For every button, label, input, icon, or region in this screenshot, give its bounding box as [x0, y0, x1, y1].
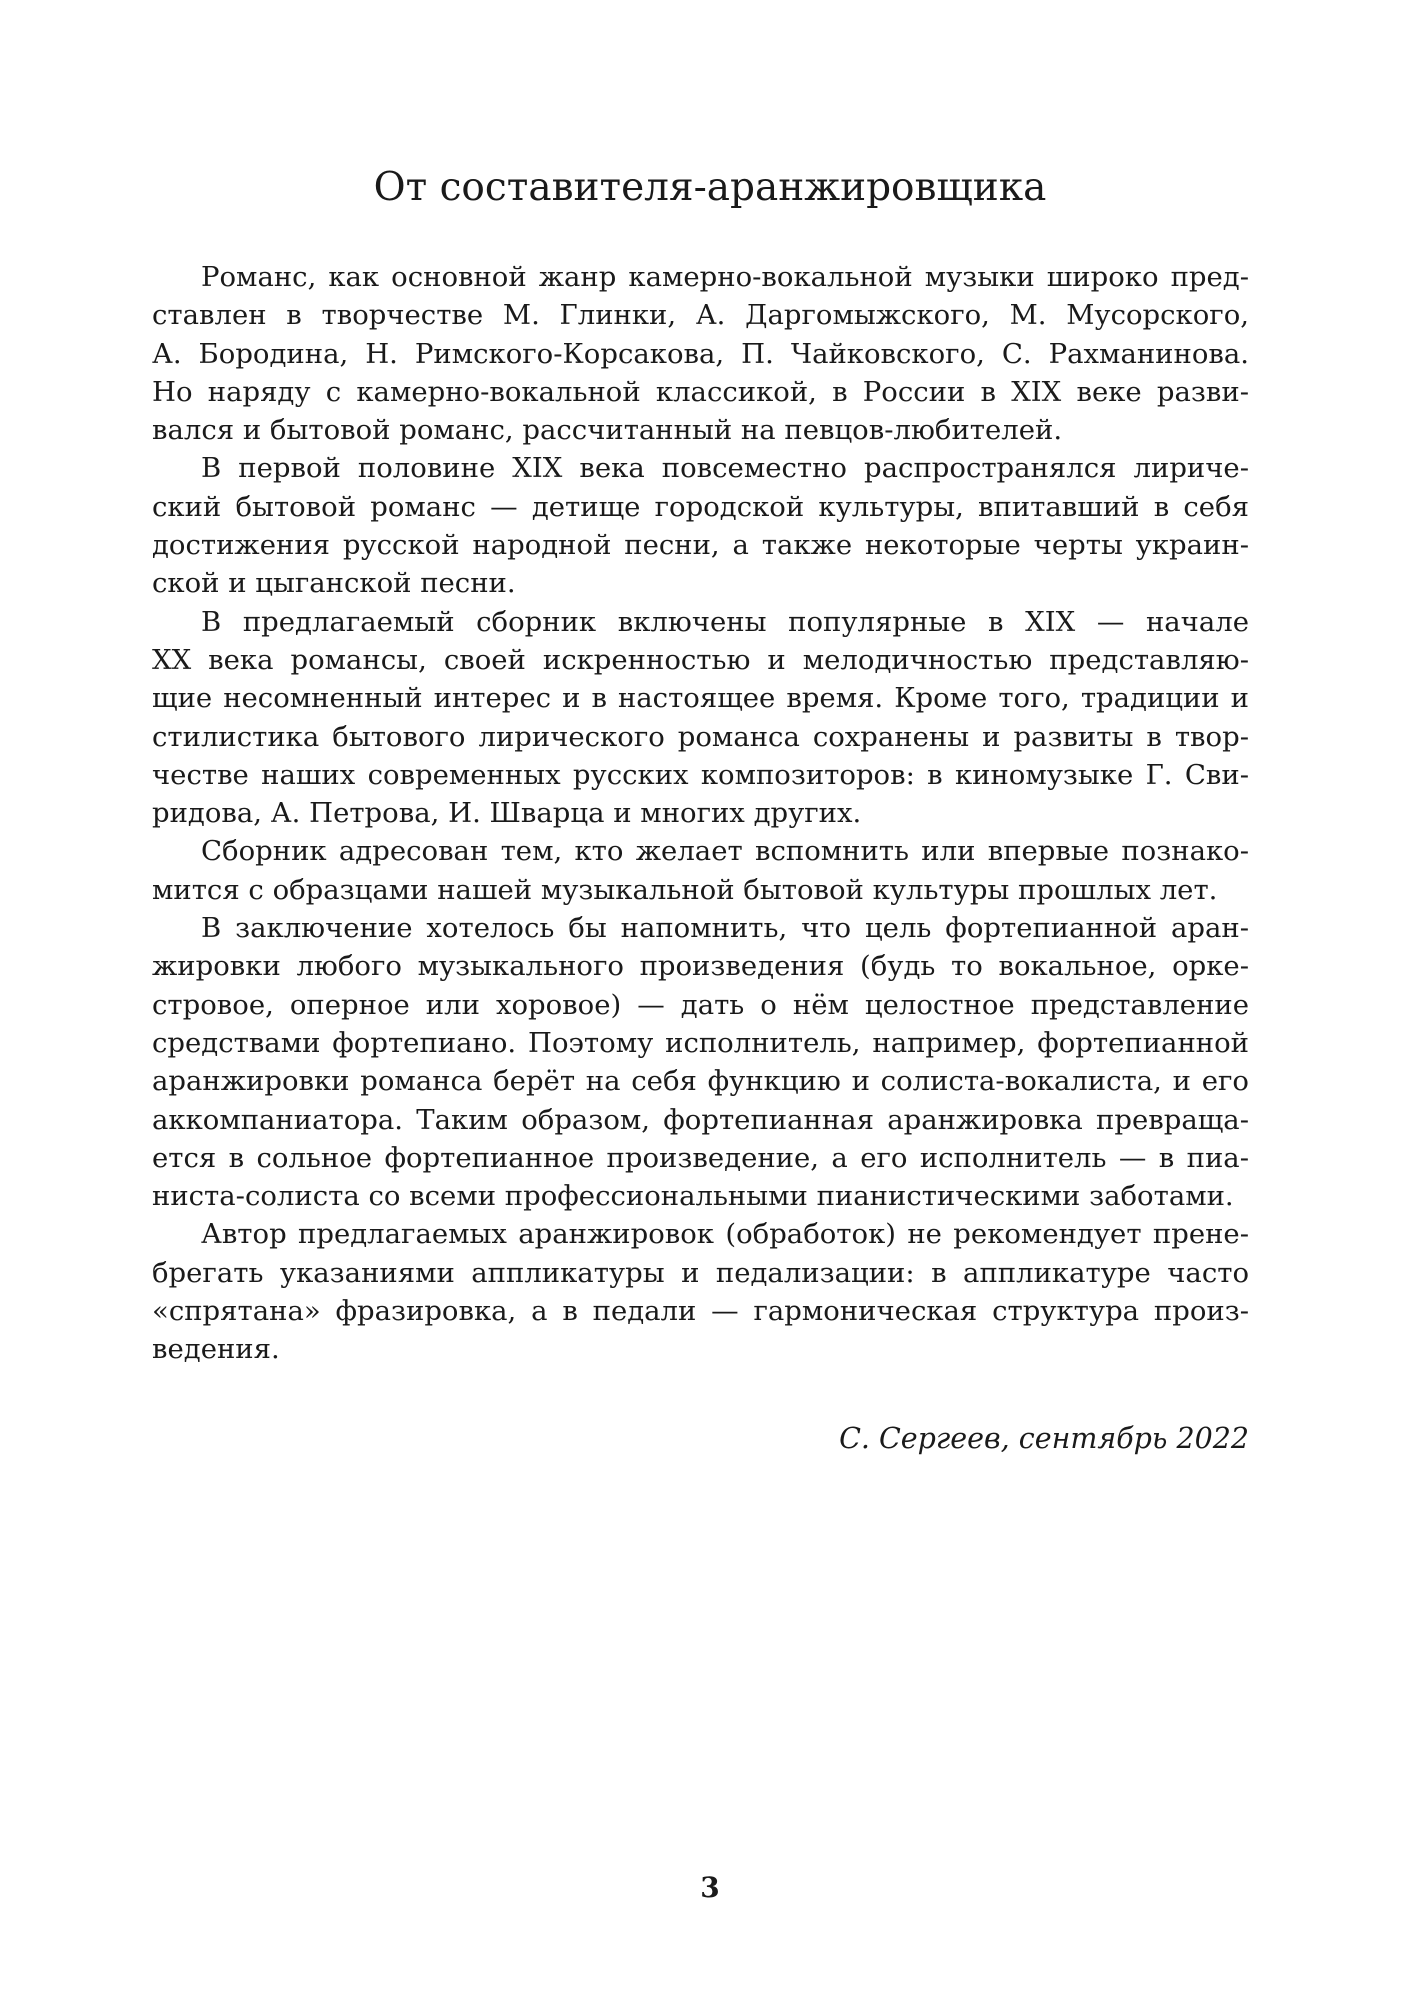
text-line: средствами фортепиано. Поэтому исполнитель, например, фортепианной [152, 1026, 1249, 1059]
text-line: стровое, оперное или хоровое) — дать о нём целостное представление [152, 988, 1249, 1021]
text-line: В заключение хотелось бы напомнить, что цель фортепианной аран- [201, 912, 1249, 945]
text-line: щие несомненный интерес и в настоящее время. Кроме того, традиции и [152, 682, 1249, 715]
text-line: брегать указаниями аппликатуры и педализации: в аппликатуре часто [152, 1256, 1249, 1289]
text-line: Сборник адресован тем, кто желает вспомнить или впервые познако- [201, 835, 1249, 868]
text-line: В предлагаемый сборник включены популярные в XIX — начале [201, 605, 1249, 638]
paragraph [152, 1215, 1249, 1368]
text-line: стилистика бытового лирического романса сохранены и развиты в твор- [152, 720, 1249, 753]
text-line: аранжировки романса берёт на себя функцию и солиста-вокалиста, и его [152, 1065, 1249, 1098]
text-line: мится с образцами нашей музыкальной бытовой культуры прошлых лет. [152, 873, 1218, 906]
text-line: «спрятана» фразировка, а в педали — гармоническая структура произ- [152, 1295, 1249, 1328]
paragraph [152, 258, 1249, 449]
text-line: аккомпаниатора. Таким образом, фортепианная аранжировка превраща- [152, 1103, 1249, 1136]
text-line: ется в сольное фортепианное произведение, а его исполнитель — в пиа- [152, 1141, 1249, 1174]
text-line: ридова, А. Петрова, И. Шварца и многих других. [152, 797, 862, 830]
text-line: жировки любого музыкального произведения (будь то вокальное, орке- [152, 950, 1249, 983]
paragraph [152, 449, 1249, 602]
text-line: ведения. [152, 1333, 280, 1366]
text-line: ставлен в творчестве М. Глинки, А. Даргомыжского, М. Мусорского, [152, 299, 1249, 332]
text-line: ской и цыганской песни. [152, 567, 516, 600]
text-line: Романс, как основной жанр камерно-вокальной музыки широко пред- [201, 261, 1249, 293]
page-number: 3 [700, 1871, 720, 1904]
text-line: вался и бытовой романс, рассчитанный на певцов-любителей. [152, 414, 1063, 447]
text-line: Автор предлагаемых аранжировок (обработок) не рекомендует прене- [201, 1218, 1249, 1251]
author-signature: С. Сергеев, сентябрь 2022 [839, 1422, 1249, 1455]
paragraph [152, 832, 1249, 909]
text-line: В первой половине XIX века повсеместно распространялся лириче- [201, 452, 1249, 485]
text-line: XX века романсы, своей искренностью и мелодичностью представляю- [152, 643, 1249, 676]
text-line: А. Бородина, Н. Римского-Корсакова, П. Чайковского, С. Рахманинова. [152, 337, 1249, 370]
paragraph [152, 603, 1249, 833]
text-line: Но наряду с камерно-вокальной классикой, в России в XIX веке разви- [152, 375, 1249, 408]
text-line: достижения русской народной песни, а также некоторые черты украин- [152, 529, 1249, 562]
paragraph [152, 909, 1249, 1215]
body-text [152, 258, 1249, 1369]
text-line: честве наших современных русских композиторов: в киномузыке Г. Сви- [152, 758, 1249, 791]
text-line: ский бытовой романс — детище городской культуры, впитавший в себя [152, 490, 1249, 523]
page-title: От составителя-аранжировщика [373, 165, 1047, 210]
text-line: ниста-солиста со всеми профессиональными пианистическими заботами. [152, 1180, 1234, 1213]
